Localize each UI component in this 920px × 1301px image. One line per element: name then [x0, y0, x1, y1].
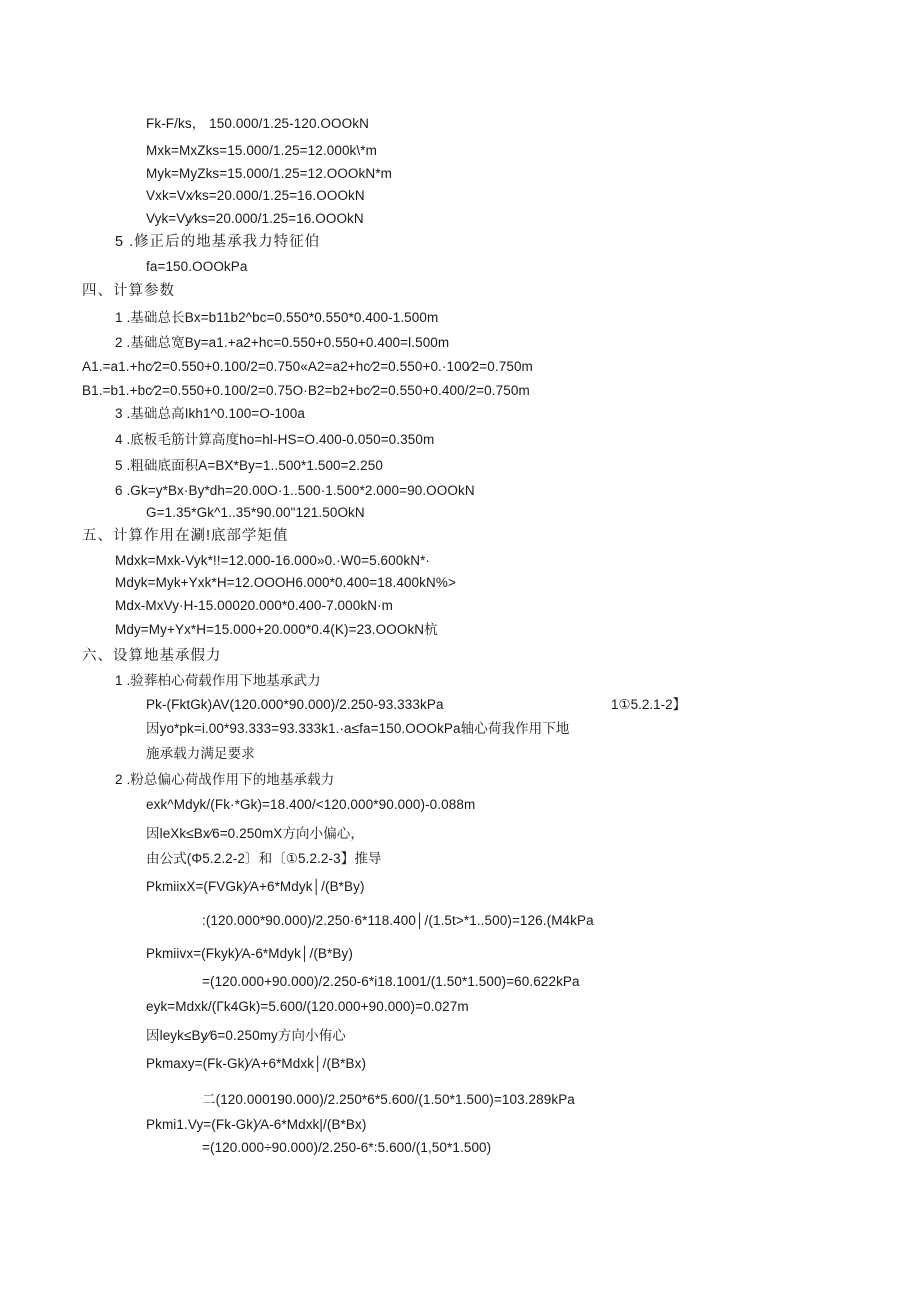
- text-line: :(120.000*90.000)/2.250·6*118.400│/(1.5t>*1..500)=126.(M4kPa: [202, 913, 594, 928]
- text-line: Pkmaxy=(Fk-Gk)⁄A+6*Mdxk│/(B*Bx): [146, 1056, 367, 1071]
- section-heading: 四、计算参数: [82, 283, 175, 299]
- text-line: 因yo*pk=i.00*93.333=93.333k1.·a≤fa=150.OOOkPa轴心荷我作用下地: [146, 721, 570, 736]
- text-line: 由公式(Φ5.2.2-2〕和〔①5.2.2-3】推导: [146, 851, 382, 866]
- text-line: exk^Mdyk/(Fk·*Gk)=18.400/<120.000*90.000)-0.088m: [146, 797, 476, 812]
- text-line: 2 .基础总宽By=a1.+a2+hc=0.550+0.550+0.400=l.500m: [115, 335, 450, 350]
- text-line: Mdx-MxVy·H-15.00020.000*0.400-7.000kN·m: [115, 598, 394, 613]
- text-line: Pkmi1.Vy=(Fk-Gk)⁄A-6*Mdxk|/(B*Bx): [146, 1117, 367, 1132]
- text-line: eyk=Mdxk/(Γk4Gk)=5.600/(120.000+90.000)=0.027m: [146, 999, 469, 1014]
- text-line: Pkmiivx=(Fkyk)⁄A-6*Mdyk│/(B*By): [146, 946, 353, 961]
- section-heading: 六、设算地基承假力: [82, 648, 222, 664]
- text-line: Mdy=My+Yx*H=15.000+20.000*0.4(K)=23.OOOkN杭: [115, 622, 438, 637]
- text-line: 因leXk≤Bx⁄6=0.250mX方向小偏心，: [146, 826, 365, 841]
- text-line: PkmiixX=(FVGk)⁄A+6*Mdyk│/(B*By): [146, 879, 365, 894]
- subsection-title: 2 .粉总偏心荷战作用下的地基承载力: [115, 772, 335, 787]
- text-line: Fk-F/ks， 150.000/1.25-120.OOOkN: [146, 116, 369, 131]
- text-line: A1.=a1.+hc⁄2=0.550+0.100/2=0.750«A2=a2+hc⁄2=0.550+0.·100⁄2=0.750m: [82, 359, 533, 374]
- text-line: 4 .底板毛筋计算高度ho=hl-HS=O.400-0.050=0.350m: [115, 432, 435, 447]
- text-line: =(120.000+90.000)/2.250-6*i18.1001/(1.50*1.500)=60.622kPa: [202, 974, 580, 989]
- text-line: 5 .粗础底面积A=BX*By=1..500*1.500=2.250: [115, 458, 383, 473]
- text-line: Mdyk=Myk+Yxk*H=12.OOOH6.000*0.400=18.400kN%>: [115, 575, 456, 590]
- text-line: 1 .基础总长Bx=b11b2^bc=0.550*0.550*0.400-1.500m: [115, 310, 439, 325]
- text-line: =(120.000÷90.000)/2.250-6*:5.600/(1,50*1.500): [202, 1140, 492, 1155]
- text-line: Myk=MyZks=15.000/1.25=12.OOOkN*m: [146, 166, 392, 181]
- subsection-title: 1 .验葬柏心荷载作用下地基承武力: [115, 673, 321, 688]
- clause-reference: 1①5.2.1-2】: [611, 697, 687, 712]
- text-line: 二(120.000190.000)/2.250*6*5.600/(1.50*1.500)=103.289kPa: [202, 1092, 575, 1107]
- text-line: Mdxk=Mxk-Vyk*!!=12.000-16.000»0.·W0=5.600kN*·: [115, 553, 431, 568]
- section-heading: 五、计算作用在涮!底部学矩值: [82, 528, 289, 544]
- text-line: G=1.35*Gk^1..35*90.00"121.50OkN: [146, 505, 365, 520]
- text-line: 3 .基础总高Ikh1^0.100=O-100a: [115, 406, 305, 421]
- text-line: fa=150.OOOkPa: [146, 259, 248, 274]
- text-line: B1.=b1.+bc⁄2=0.550+0.100/2=0.75O·B2=b2+bc⁄2=0.550+0.400/2=0.750m: [82, 383, 530, 398]
- subsection-title: 5 .修正后的地基承我力特征伯: [115, 234, 321, 250]
- text-line: 因leyk≤By⁄6=0.250my方向小侑心: [146, 1028, 346, 1043]
- text-line: 施承载力满足要求: [146, 746, 255, 761]
- text-line: Vyk=Vy⁄ks=20.000/1.25=16.OOOkN: [146, 211, 364, 226]
- text-line: Pk-(FktGk)AV(120.000*90.000)/2.250-93.333kPa: [146, 697, 444, 712]
- text-line: 6 .Gk=y*Bx·By*dh=20.00O·1..500·1.500*2.000=90.OOOkN: [115, 483, 475, 498]
- text-line: Mxk=MxZks=15.000/1.25=12.000k\*m: [146, 143, 377, 158]
- text-line: Vxk=Vx⁄ks=20.000/1.25=16.OOOkN: [146, 188, 365, 203]
